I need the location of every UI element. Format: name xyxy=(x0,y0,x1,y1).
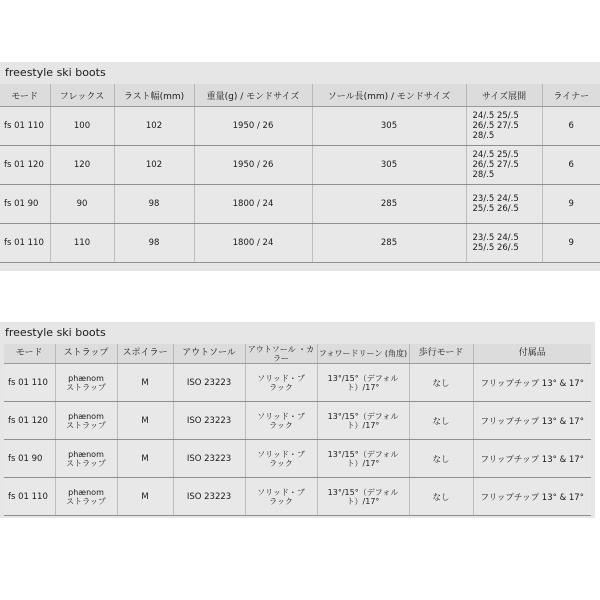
forward-lean-cell: 13°/15°（デフォル ト）/17° xyxy=(317,440,409,478)
accessories-cell: フリップチップ 13° & 17° xyxy=(473,364,591,402)
feature-table-panel xyxy=(0,322,595,518)
liner-cell: 6 xyxy=(542,107,600,146)
walk-mode-cell: なし xyxy=(409,478,473,516)
spoiler-cell: M xyxy=(117,440,173,478)
header-accessories: 付属品 xyxy=(473,344,591,364)
sizes-cell: 23/.5 24/.5 25/.5 26/.5 xyxy=(466,224,542,263)
sizes-cell: 23/.5 24/.5 25/.5 26/.5 xyxy=(466,185,542,224)
strap-cell: phænom ストラップ xyxy=(55,402,117,440)
accessories-cell: フリップチップ 13° & 17° xyxy=(473,402,591,440)
spoiler-cell: M xyxy=(117,364,173,402)
forward-lean-cell: 13°/15°（デフォル ト）/17° xyxy=(317,478,409,516)
outsole-cell: ISO 23223 xyxy=(173,440,245,478)
outsole-cell: ISO 23223 xyxy=(173,402,245,440)
last-width-cell: 98 xyxy=(114,224,194,263)
header-last-width: ラスト幅(mm) xyxy=(114,84,194,107)
outsole-color-cell: ソリッド・ブ ラック xyxy=(245,440,317,478)
strap-cell: phænom ストラップ xyxy=(55,364,117,402)
sole-length-cell: 305 xyxy=(312,146,466,185)
forward-lean-cell: 13°/15°（デフォル ト）/17° xyxy=(317,402,409,440)
table-row xyxy=(4,364,591,402)
model-cell: fs 01 120 xyxy=(4,402,55,440)
header-mode: モード xyxy=(0,84,50,107)
spoiler-cell: M xyxy=(117,402,173,440)
liner-cell: 9 xyxy=(542,224,600,263)
header-flex: フレックス xyxy=(50,84,114,107)
header-spoiler: スポイラー xyxy=(117,344,173,364)
spec-table-title: freestyle ski boots xyxy=(5,66,106,79)
header-weight: 重量(g) / モンドサイズ xyxy=(194,84,312,107)
header-outsole: アウトソール xyxy=(173,344,245,364)
table-row xyxy=(0,185,600,224)
header-liner: ライナー xyxy=(542,84,600,107)
sole-length-cell: 285 xyxy=(312,185,466,224)
last-width-cell: 98 xyxy=(114,185,194,224)
header-forward-lean: フォワードリーン (角度) xyxy=(317,344,409,364)
weight-cell: 1800 / 24 xyxy=(194,224,312,263)
table-row xyxy=(0,107,600,146)
feature-table-title: freestyle ski boots xyxy=(5,326,106,339)
walk-mode-cell: なし xyxy=(409,440,473,478)
model-cell: fs 01 110 xyxy=(4,478,55,516)
header-mode: モード xyxy=(4,344,55,364)
sizes-cell: 24/.5 25/.5 26/.5 27/.5 28/.5 xyxy=(466,107,542,146)
spoiler-cell: M xyxy=(117,478,173,516)
spec-table-panel xyxy=(0,62,600,271)
strap-cell: phænom ストラップ xyxy=(55,478,117,516)
table-row xyxy=(0,146,600,185)
walk-mode-cell: なし xyxy=(409,364,473,402)
model-cell: fs 01 110 xyxy=(4,364,55,402)
flex-cell: 100 xyxy=(50,107,114,146)
model-cell: fs 01 120 xyxy=(0,146,50,185)
model-cell: fs 01 90 xyxy=(4,440,55,478)
outsole-color-cell: ソリッド・ブ ラック xyxy=(245,478,317,516)
table-row xyxy=(4,478,591,516)
weight-cell: 1800 / 24 xyxy=(194,185,312,224)
header-sole-length: ソール長(mm) / モンドサイズ xyxy=(312,84,466,107)
outsole-color-cell: ソリッド・ブ ラック xyxy=(245,402,317,440)
flex-cell: 110 xyxy=(50,224,114,263)
sole-length-cell: 305 xyxy=(312,107,466,146)
sole-length-cell: 285 xyxy=(312,224,466,263)
header-walk-mode: 歩行モード xyxy=(409,344,473,364)
flex-cell: 90 xyxy=(50,185,114,224)
table-row xyxy=(0,224,600,263)
spec-table xyxy=(0,84,600,263)
flex-cell: 120 xyxy=(50,146,114,185)
spec-table-header-row xyxy=(0,84,600,107)
model-cell: fs 01 110 xyxy=(0,224,50,263)
outsole-cell: ISO 23223 xyxy=(173,364,245,402)
strap-cell: phænom ストラップ xyxy=(55,440,117,478)
accessories-cell: フリップチップ 13° & 17° xyxy=(473,440,591,478)
accessories-cell: フリップチップ 13° & 17° xyxy=(473,478,591,516)
table-row xyxy=(4,402,591,440)
walk-mode-cell: なし xyxy=(409,402,473,440)
liner-cell: 9 xyxy=(542,185,600,224)
sizes-cell: 24/.5 25/.5 26/.5 27/.5 28/.5 xyxy=(466,146,542,185)
last-width-cell: 102 xyxy=(114,146,194,185)
model-cell: fs 01 90 xyxy=(0,185,50,224)
feature-table-header-row xyxy=(4,344,591,364)
weight-cell: 1950 / 26 xyxy=(194,107,312,146)
header-outsole-color: アウトソール ・カラー xyxy=(245,344,317,364)
header-strap: ストラップ xyxy=(55,344,117,364)
outsole-color-cell: ソリッド・ブ ラック xyxy=(245,364,317,402)
feature-table xyxy=(4,344,591,516)
outsole-cell: ISO 23223 xyxy=(173,478,245,516)
header-sizes: サイズ展開 xyxy=(466,84,542,107)
weight-cell: 1950 / 26 xyxy=(194,146,312,185)
forward-lean-cell: 13°/15°（デフォル ト）/17° xyxy=(317,364,409,402)
liner-cell: 6 xyxy=(542,146,600,185)
table-row xyxy=(4,440,591,478)
model-cell: fs 01 110 xyxy=(0,107,50,146)
last-width-cell: 102 xyxy=(114,107,194,146)
